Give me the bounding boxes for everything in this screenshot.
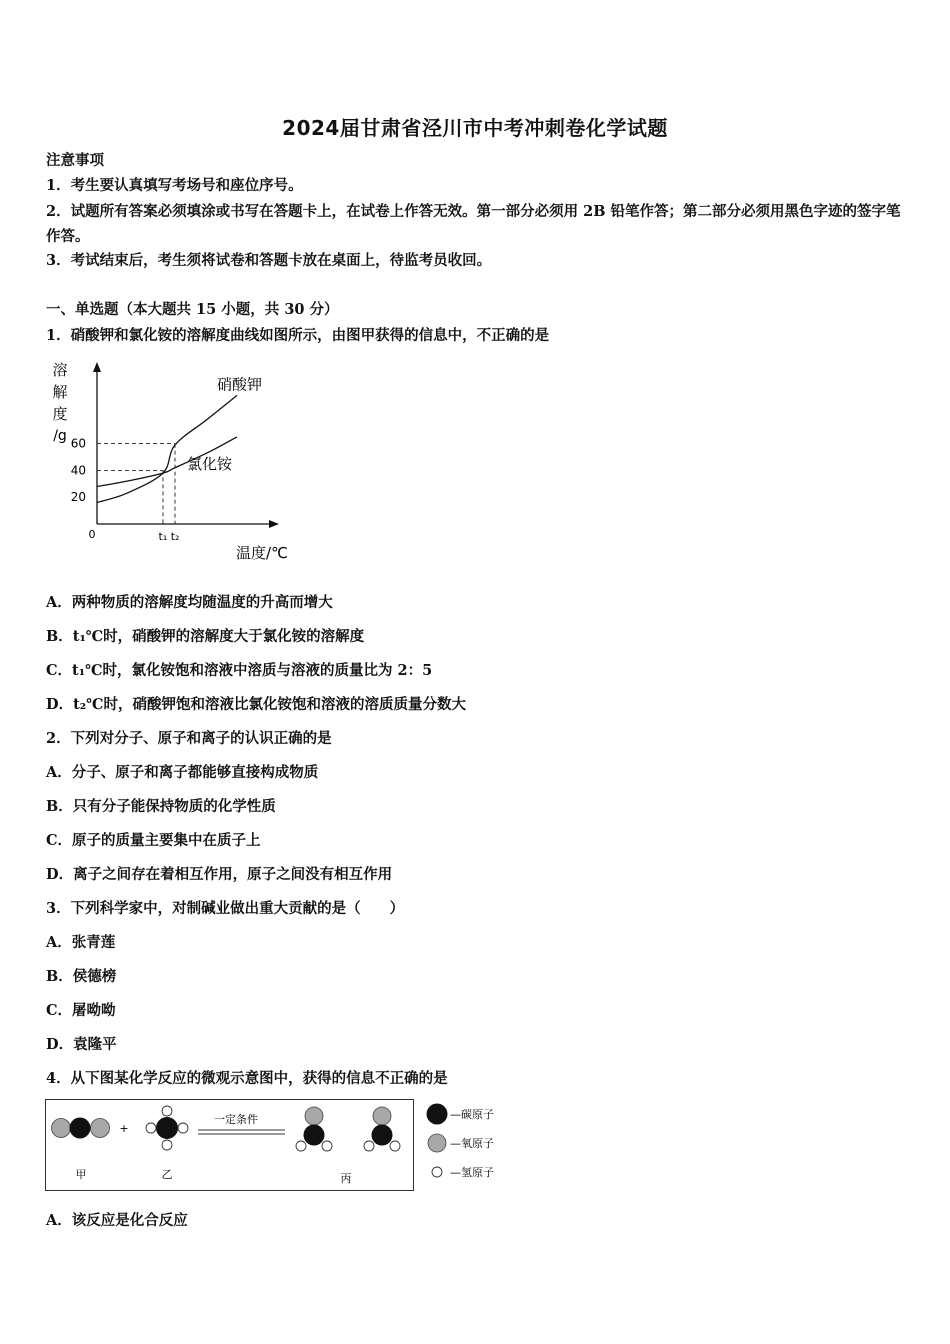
solubility-chart (46, 360, 296, 572)
y-tick-label: 60 (70, 436, 86, 451)
question-3-option-b: B．侯德榜 (46, 968, 117, 985)
y-axis-arrow (93, 362, 101, 372)
reaction-diagram (44, 1098, 514, 1194)
question-1-option-b: B．t₁℃时，硝酸钾的溶解度大于氯化铵的溶解度 (46, 628, 365, 645)
question-1-option-a: A．两种物质的溶解度均随温度的升高而增大 (46, 594, 333, 611)
question-2-option-b: B．只有分子能保持物质的化学性质 (46, 798, 276, 815)
y-axis-label (52, 361, 67, 444)
label-yi: 乙 (161, 1168, 173, 1181)
y-axis-label-char: 度 (52, 405, 68, 423)
legend-oxygen (428, 1134, 494, 1152)
page-title: 2024届甘肃省泾川市中考冲刺卷化学试题 (282, 116, 668, 140)
molecule-jia (52, 1118, 110, 1139)
question-3-stem: 3．下列科学家中，对制碱业做出重大贡献的是（ ） (46, 900, 405, 917)
label-jia: 甲 (75, 1168, 87, 1181)
legend-hydrogen (432, 1165, 494, 1179)
molecule-bing-2 (364, 1107, 400, 1151)
notice-item-1: 1．考生要认真填写考场号和座位序号。 (46, 177, 303, 194)
series-label: 氯化铵 (187, 454, 233, 473)
y-tick-label: 20 (70, 490, 86, 505)
question-4-option-a: A．该反应是化合反应 (46, 1212, 188, 1229)
section-heading: 一、单选题（本大题共 15 小题，共 30 分） (46, 301, 339, 318)
molecule-yi (146, 1106, 188, 1150)
series-label: 硝酸钾 (217, 375, 263, 394)
plus-sign: + (119, 1122, 129, 1135)
legend-carbon (427, 1104, 495, 1125)
x-axis-arrow (269, 520, 279, 528)
x-axis-label: 温度/℃ (236, 544, 288, 562)
question-1-stem: 1．硝酸钾和氯化铵的溶解度曲线如图所示，由图甲获得的信息中，不正确的是 (46, 327, 550, 344)
x-tick-label: t₁ t₂ (158, 530, 180, 543)
y-axis-label-char: /g (53, 428, 67, 444)
molecule-bing-1 (296, 1107, 332, 1151)
svg-text:—碳原子: —碳原子 (450, 1108, 494, 1121)
question-2-option-d: D．离子之间存在着相互作用，原子之间没有相互作用 (46, 866, 393, 883)
y-axis-label-char: 解 (52, 383, 68, 401)
question-4-stem: 4．从下图某化学反应的微观示意图中，获得的信息不正确的是 (46, 1070, 448, 1087)
reaction-condition: 一定条件 (214, 1113, 258, 1126)
question-3-option-a: A．张青莲 (46, 934, 116, 951)
y-tick-label: 40 (70, 463, 86, 478)
notice-item-3: 3．考试结束后，考生须将试卷和答题卡放在桌面上，待监考员收回。 (46, 252, 492, 269)
question-3-option-d: D．袁隆平 (46, 1036, 117, 1053)
question-1-option-d: D．t₂℃时，硝酸钾饱和溶液比氯化铵饱和溶液的溶质质量分数大 (46, 696, 466, 713)
question-2-option-a: A．分子、原子和离子都能够直接构成物质 (46, 764, 319, 781)
notice-item-2: 2．试题所有答案必须填涂或书写在答题卡上，在试卷上作答无效。第一部分必须用 2B 铅笔作答；第二部分必须用黑色字迹的签字笔作答。 (46, 203, 901, 245)
question-2-option-c: C．原子的质量主要集中在质子上 (46, 832, 261, 849)
question-1-option-c: C．t₁℃时，氯化铵饱和溶液中溶质与溶液的质量比为 2：5 (46, 662, 433, 679)
notice-heading: 注意事项 (46, 152, 104, 169)
question-2-stem: 2．下列对分子、原子和离子的认识正确的是 (46, 730, 332, 747)
origin-label: 0 (88, 528, 96, 541)
label-bing: 丙 (340, 1172, 352, 1185)
y-axis-label-char: 溶 (52, 361, 68, 379)
question-3-option-c: C．屠呦呦 (46, 1002, 116, 1019)
svg-text:—氢原子: —氢原子 (450, 1166, 494, 1179)
svg-text:—氧原子: —氧原子 (450, 1137, 494, 1150)
